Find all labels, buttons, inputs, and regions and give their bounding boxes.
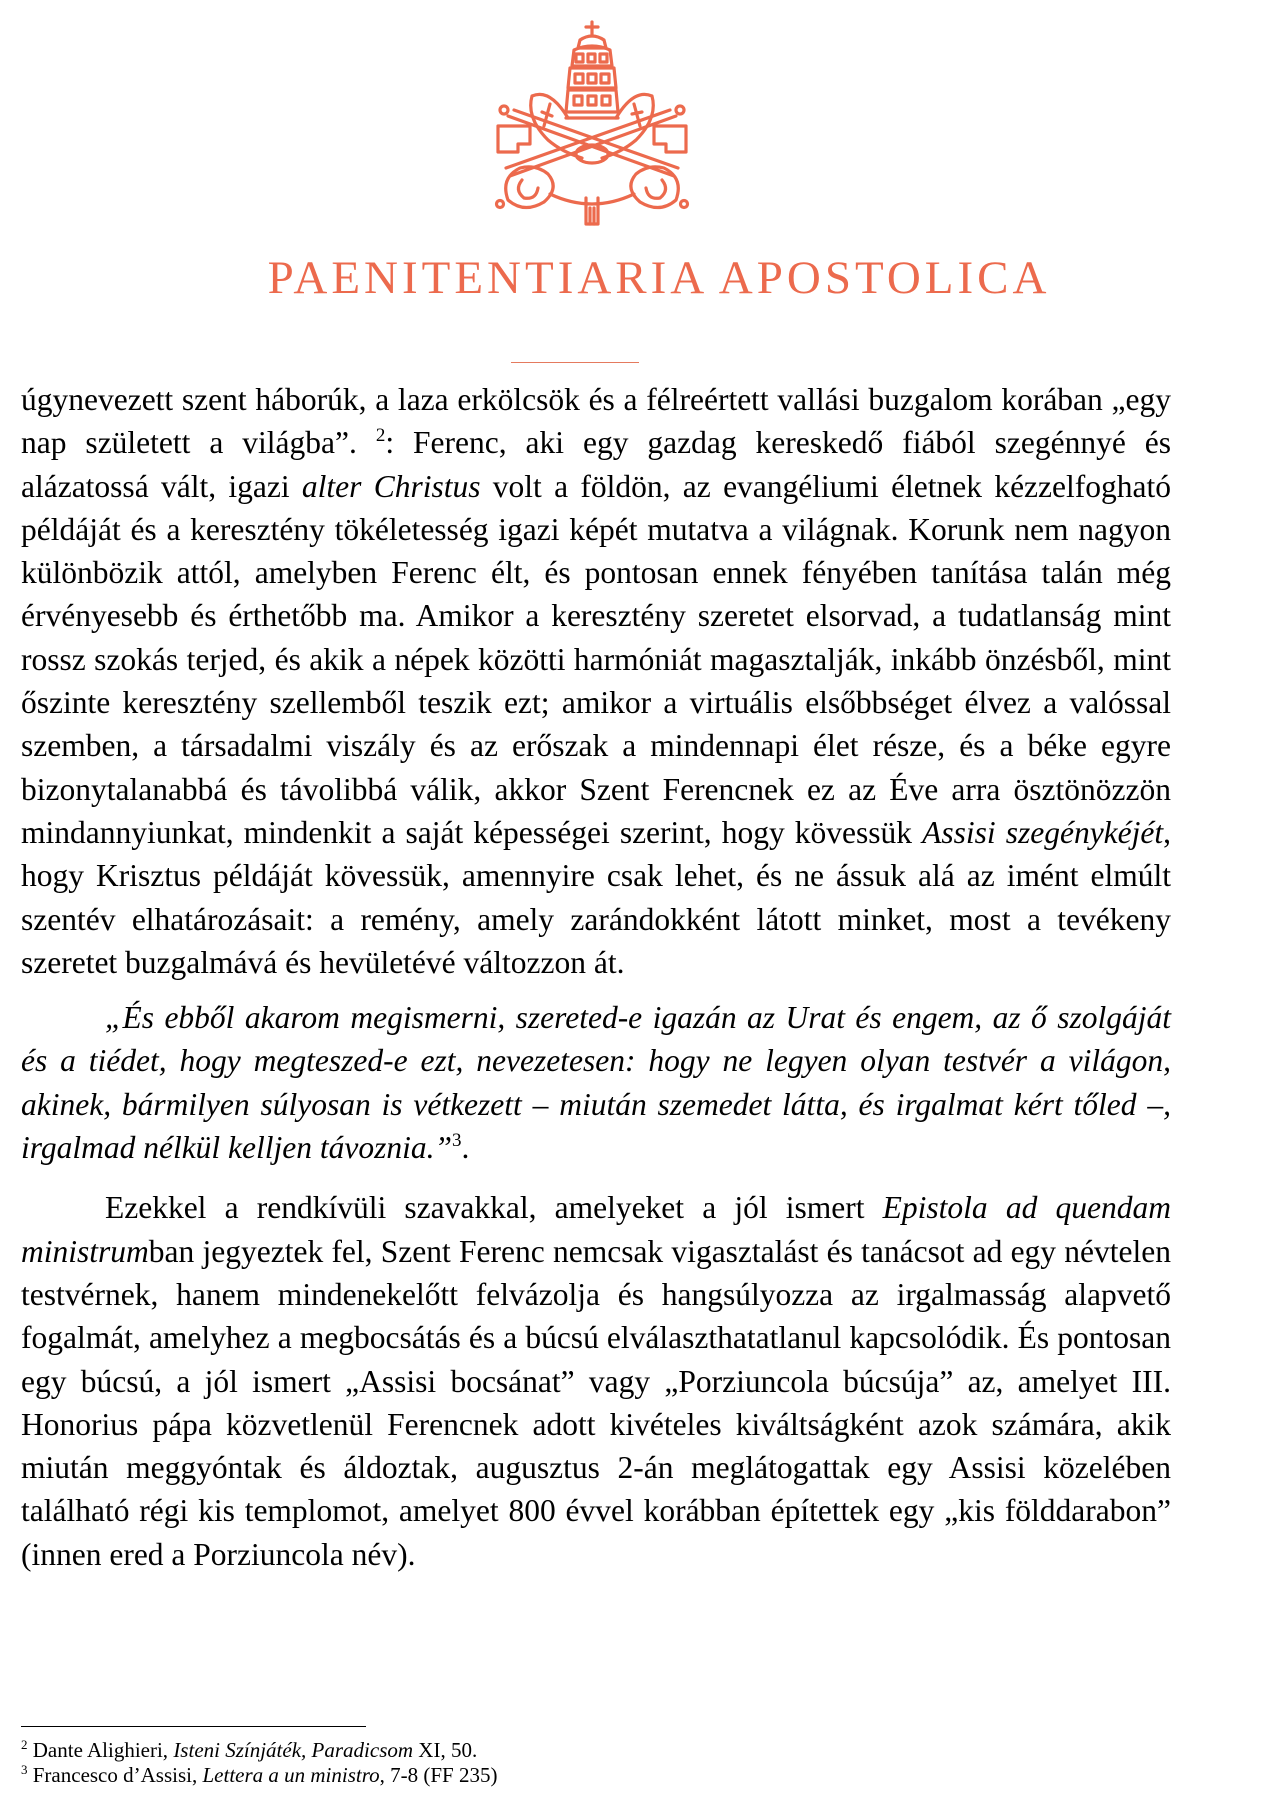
footnotes bbox=[21, 1738, 921, 1788]
text-run: XI, 50. bbox=[413, 1738, 478, 1762]
text-run: Ezekkel a rendkívüli szavakkal, amelyeket a jól ismert bbox=[105, 1190, 883, 1226]
footnote-ref[interactable]: 3 bbox=[452, 1130, 462, 1152]
quote-text: „És ebből akarom megismerni, szereted-e igazán az Urat és engem, az ő szolgáját és a tiédet, hogy megteszed-e ezt, nevezetesen: hogy ne legyen olyan testvér a világon, akinek, bármilyen súlyosan is vétkezett – miután szemedet látta, és irgalmat kért tőled –, irgalmad nélkül kelljen távoznia.” bbox=[21, 1000, 1171, 1166]
text-run: úgynevezett szent háborúk, a laza erkölcsök és a félreértett vallási buzgalom korában „egy nap született a világba”. bbox=[21, 382, 1171, 461]
italic-run: Epistola ad quendam ministrum bbox=[21, 1190, 1171, 1269]
italic-run: Isteni Színjáték, Paradicsom bbox=[173, 1738, 414, 1762]
footnote-ref[interactable]: 2 bbox=[375, 425, 386, 447]
text-run: Francesco d’Assisi, bbox=[27, 1763, 203, 1787]
text-run: ban jegyeztek fel, Szent Ferenc nemcsak vigasztalást és tanácsot ad egy névtelen testvérnek, hanem mindenekelőtt felvázolja és hangsúlyozza az irgalmasság alapvető fogalmát, amelyhez a megbocsátás és a búcsú elválaszthatatlanul kapcsolódik. És pontosan egy búcsú, a jól ismert „Assisi bocsánat” vagy „Porziuncola búcsúja” az, amelyet III. Honorius pápa közvetlenül Ferencnek adott kivételes kiváltságként azok számára, akik miután meggyóntak és áldoztak, augusztus 2-án meglátogattak egy Assisi közelében található régi kis templomot, amelyet 800 évvel korábban építettek egy „kis földdarabon” (innen ered a Porziuncola név). bbox=[21, 1233, 1171, 1572]
text-run: , hogy Krisztus példáját kövessük, amennyire csak lehet, és ne ássuk alá az imént elmúlt szentév elhatározásait: a remény, amely zarándokként látott minket, most a tevékeny szeretet buzgalmává és hevületévé változzon át. bbox=[21, 814, 1171, 980]
footnote-3 bbox=[21, 1763, 921, 1788]
paragraph bbox=[21, 378, 1171, 984]
text-run: Dante Alighieri, bbox=[27, 1738, 174, 1762]
quotation-paragraph bbox=[21, 996, 1171, 1169]
papal-emblem-icon bbox=[490, 18, 695, 228]
paragraph bbox=[21, 1186, 1171, 1576]
italic-run: Lettera a un ministro bbox=[202, 1763, 380, 1787]
text-run: . bbox=[461, 1130, 470, 1166]
italic-run: Assisi szegénykéjét bbox=[922, 814, 1164, 850]
text-run: volt a földön, az evangéliumi életnek kézzelfogható példáját és a keresztény tökéletesség igazi képét mutatva a világnak. Korunk nem nagyon különbözik attól, amelyben Ferenc élt, és pontosan ennek fényében tanítása talán még érvényesebb és érthetőbb ma. Amikor a keresztény szeretet elsorvad, a tudatlanság mint rossz szokás terjed, és akik a népek közötti harmóniát magasztalják, inkább önzésből, mint őszinte keresztény szellemből teszik ezt; amikor a virtuális elsőbbséget élvez a valóssal szemben, a társadalmi viszály és az erőszak a mindennapi élet része, és a béke egyre bizonytalanabbá és távolibbá válik, akkor Szent Ferencnek ez az Éve arra ösztönözzön mindannyiunkat, mindenkit a saját képességei szerint, hogy kövessük bbox=[21, 468, 1171, 850]
masthead-divider bbox=[511, 362, 639, 363]
document-body bbox=[21, 378, 1171, 1576]
text-run: : Ferenc, aki egy gazdag kereskedő fiából szegénnyé és alázatossá vált, igazi bbox=[21, 425, 1172, 504]
italic-run: alter Christus bbox=[301, 468, 481, 504]
masthead-title: PAENITENTIARIA APOSTOLICA bbox=[267, 252, 1051, 304]
footnote-number: 2 bbox=[21, 1737, 28, 1752]
footnote-2 bbox=[21, 1738, 921, 1763]
text-run: , 7-8 (FF 235) bbox=[379, 1763, 498, 1787]
footnote-divider bbox=[21, 1726, 366, 1727]
footnote-number: 3 bbox=[21, 1762, 28, 1777]
